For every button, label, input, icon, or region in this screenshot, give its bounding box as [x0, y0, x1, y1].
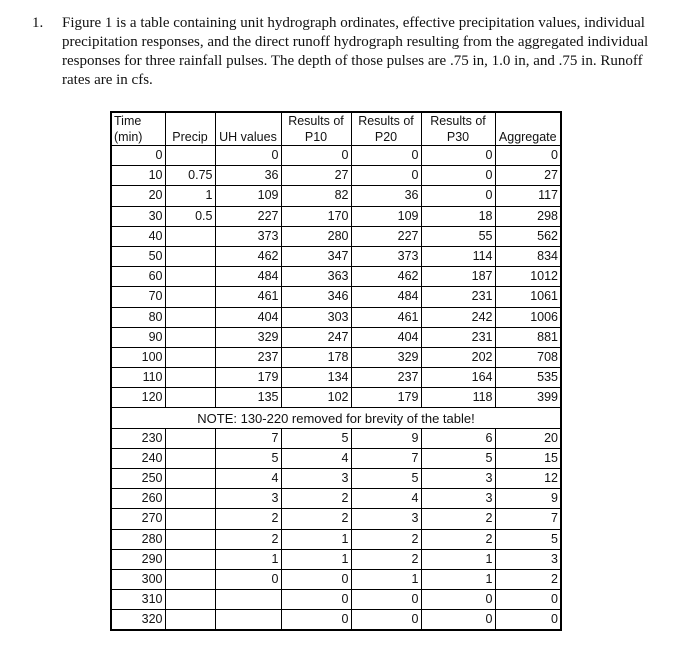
cell-precip [165, 146, 215, 166]
cell-r10: 3 [281, 469, 351, 489]
cell-precip [165, 569, 215, 589]
table-row [111, 489, 561, 509]
cell-r10: 347 [281, 246, 351, 266]
cell-r10: 346 [281, 287, 351, 307]
cell-time: 110 [111, 368, 165, 388]
table-row [111, 327, 561, 347]
table-row [111, 226, 561, 246]
header-results-p20 [351, 112, 421, 146]
cell-agg: 0 [495, 590, 561, 610]
cell-r10: 102 [281, 388, 351, 408]
cell-time: 80 [111, 307, 165, 327]
cell-r20: 237 [351, 368, 421, 388]
cell-uh: 237 [215, 347, 281, 367]
cell-uh: 227 [215, 206, 281, 226]
cell-r10: 5 [281, 428, 351, 448]
cell-agg: 27 [495, 166, 561, 186]
cell-precip [165, 509, 215, 529]
cell-r30: 2 [421, 509, 495, 529]
cell-precip: 1 [165, 186, 215, 206]
table-row [111, 347, 561, 367]
cell-time: 40 [111, 226, 165, 246]
cell-r30: 202 [421, 347, 495, 367]
table-row [111, 529, 561, 549]
hydrograph-table [110, 111, 562, 631]
cell-r10: 0 [281, 569, 351, 589]
cell-precip [165, 489, 215, 509]
cell-r30: 118 [421, 388, 495, 408]
cell-r10: 82 [281, 186, 351, 206]
cell-r10: 1 [281, 529, 351, 549]
hydrograph-table-container [110, 111, 562, 631]
cell-r10: 280 [281, 226, 351, 246]
cell-uh: 109 [215, 186, 281, 206]
cell-time: 70 [111, 287, 165, 307]
cell-r20: 3 [351, 509, 421, 529]
cell-r10: 4 [281, 448, 351, 468]
header-time [111, 112, 165, 146]
cell-precip [165, 267, 215, 287]
cell-r20: 1 [351, 569, 421, 589]
table-row [111, 549, 561, 569]
cell-uh: 329 [215, 327, 281, 347]
problem-number: 1. [32, 15, 44, 31]
table-row [111, 206, 561, 226]
table-row [111, 146, 561, 166]
cell-precip [165, 347, 215, 367]
cell-time: 120 [111, 388, 165, 408]
cell-r30: 231 [421, 287, 495, 307]
cell-r30: 3 [421, 489, 495, 509]
table-row [111, 590, 561, 610]
cell-precip [165, 327, 215, 347]
cell-precip [165, 246, 215, 266]
cell-r10: 27 [281, 166, 351, 186]
cell-time: 320 [111, 610, 165, 631]
cell-r10: 2 [281, 489, 351, 509]
cell-r30: 0 [421, 610, 495, 631]
cell-precip [165, 549, 215, 569]
cell-r10: 0 [281, 146, 351, 166]
header-results-p10-line2: P10 [304, 130, 328, 144]
header-time-line2: (min) [114, 130, 143, 144]
cell-r20: 179 [351, 388, 421, 408]
cell-r30: 187 [421, 267, 495, 287]
cell-r20: 0 [351, 166, 421, 186]
cell-agg: 535 [495, 368, 561, 388]
cell-r20: 109 [351, 206, 421, 226]
cell-time: 230 [111, 428, 165, 448]
cell-r10: 178 [281, 347, 351, 367]
cell-agg: 3 [495, 549, 561, 569]
table-body-top [111, 146, 561, 408]
cell-uh [215, 610, 281, 631]
cell-uh: 135 [215, 388, 281, 408]
header-results-p20-line1: Results of [358, 114, 414, 128]
cell-agg: 399 [495, 388, 561, 408]
cell-agg: 1006 [495, 307, 561, 327]
cell-r30: 231 [421, 327, 495, 347]
cell-r10: 2 [281, 509, 351, 529]
table-row [111, 287, 561, 307]
cell-r30: 1 [421, 549, 495, 569]
cell-r30: 18 [421, 206, 495, 226]
table-row [111, 469, 561, 489]
cell-r20: 7 [351, 448, 421, 468]
header-results-p10 [281, 112, 351, 146]
cell-uh: 373 [215, 226, 281, 246]
cell-precip: 0.75 [165, 166, 215, 186]
table-row [111, 267, 561, 287]
cell-agg: 12 [495, 469, 561, 489]
cell-uh: 0 [215, 146, 281, 166]
table-note: NOTE: 130-220 removed for brevity of the table! [111, 408, 561, 428]
cell-precip [165, 469, 215, 489]
cell-precip [165, 307, 215, 327]
cell-time: 20 [111, 186, 165, 206]
header-results-p30-line2: P30 [446, 130, 470, 144]
cell-uh: 0 [215, 569, 281, 589]
header-uh-values: UH values [215, 112, 281, 146]
cell-agg: 7 [495, 509, 561, 529]
cell-r30: 3 [421, 469, 495, 489]
cell-r10: 0 [281, 610, 351, 631]
cell-r20: 461 [351, 307, 421, 327]
cell-r20: 2 [351, 549, 421, 569]
cell-time: 280 [111, 529, 165, 549]
cell-uh: 484 [215, 267, 281, 287]
cell-r10: 303 [281, 307, 351, 327]
header-results-p30-line1: Results of [430, 114, 486, 128]
table-row [111, 509, 561, 529]
cell-uh [215, 590, 281, 610]
cell-agg: 562 [495, 226, 561, 246]
table-row [111, 368, 561, 388]
cell-time: 90 [111, 327, 165, 347]
cell-uh: 1 [215, 549, 281, 569]
cell-r20: 462 [351, 267, 421, 287]
cell-r20: 373 [351, 246, 421, 266]
cell-time: 0 [111, 146, 165, 166]
cell-time: 30 [111, 206, 165, 226]
cell-agg: 298 [495, 206, 561, 226]
cell-precip [165, 590, 215, 610]
table-row [111, 610, 561, 631]
cell-precip [165, 610, 215, 631]
cell-precip: 0.5 [165, 206, 215, 226]
cell-time: 260 [111, 489, 165, 509]
cell-time: 300 [111, 569, 165, 589]
cell-precip [165, 388, 215, 408]
cell-agg: 708 [495, 347, 561, 367]
cell-r20: 404 [351, 327, 421, 347]
cell-uh: 7 [215, 428, 281, 448]
cell-r20: 4 [351, 489, 421, 509]
cell-precip [165, 287, 215, 307]
cell-r10: 170 [281, 206, 351, 226]
cell-time: 290 [111, 549, 165, 569]
cell-agg: 5 [495, 529, 561, 549]
cell-r10: 0 [281, 590, 351, 610]
cell-agg: 0 [495, 146, 561, 166]
header-precip: Precip [165, 112, 215, 146]
table-row [111, 388, 561, 408]
cell-uh: 179 [215, 368, 281, 388]
problem-statement [32, 14, 672, 90]
cell-r20: 484 [351, 287, 421, 307]
cell-r30: 0 [421, 590, 495, 610]
cell-r20: 227 [351, 226, 421, 246]
cell-r20: 36 [351, 186, 421, 206]
cell-uh: 461 [215, 287, 281, 307]
cell-r10: 363 [281, 267, 351, 287]
cell-agg: 0 [495, 610, 561, 631]
cell-agg: 881 [495, 327, 561, 347]
header-results-p20-line2: P20 [374, 130, 398, 144]
table-row [111, 186, 561, 206]
note-row [111, 408, 561, 428]
cell-time: 270 [111, 509, 165, 529]
cell-r30: 164 [421, 368, 495, 388]
cell-agg: 117 [495, 186, 561, 206]
cell-r20: 9 [351, 428, 421, 448]
cell-time: 250 [111, 469, 165, 489]
table-row [111, 307, 561, 327]
cell-uh: 2 [215, 529, 281, 549]
cell-time: 50 [111, 246, 165, 266]
cell-r20: 0 [351, 146, 421, 166]
problem-text: Figure 1 is a table containing unit hydrograph ordinates, effective precipitation values, individual precipitation responses, and the direct runoff hydrograph resulting from the aggregated individual responses for three rainfall pulses. The depth of those pulses are .75 in, 1.0 in, and .75 in. Runoff rates are in cfs. [62, 15, 649, 88]
cell-r30: 6 [421, 428, 495, 448]
cell-uh: 5 [215, 448, 281, 468]
cell-r30: 55 [421, 226, 495, 246]
cell-uh: 4 [215, 469, 281, 489]
cell-uh: 404 [215, 307, 281, 327]
cell-r30: 0 [421, 186, 495, 206]
cell-r20: 0 [351, 610, 421, 631]
cell-uh: 36 [215, 166, 281, 186]
cell-precip [165, 368, 215, 388]
header-results-p30 [421, 112, 495, 146]
cell-r10: 134 [281, 368, 351, 388]
header-results-p10-line1: Results of [288, 114, 344, 128]
cell-r30: 0 [421, 146, 495, 166]
cell-r30: 0 [421, 166, 495, 186]
cell-time: 100 [111, 347, 165, 367]
cell-uh: 3 [215, 489, 281, 509]
cell-agg: 1012 [495, 267, 561, 287]
cell-r20: 5 [351, 469, 421, 489]
header-time-line1: Time [114, 114, 142, 128]
table-row [111, 428, 561, 448]
table-row [111, 448, 561, 468]
cell-time: 310 [111, 590, 165, 610]
cell-uh: 462 [215, 246, 281, 266]
cell-r30: 242 [421, 307, 495, 327]
cell-uh: 2 [215, 509, 281, 529]
table-row [111, 246, 561, 266]
cell-precip [165, 226, 215, 246]
table-header-row [111, 112, 561, 146]
cell-r30: 114 [421, 246, 495, 266]
cell-precip [165, 448, 215, 468]
cell-agg: 834 [495, 246, 561, 266]
cell-r30: 2 [421, 529, 495, 549]
cell-time: 60 [111, 267, 165, 287]
cell-agg: 2 [495, 569, 561, 589]
table-body-bottom [111, 428, 561, 630]
cell-agg: 1061 [495, 287, 561, 307]
cell-time: 10 [111, 166, 165, 186]
cell-r30: 1 [421, 569, 495, 589]
cell-agg: 15 [495, 448, 561, 468]
cell-agg: 20 [495, 428, 561, 448]
table-row [111, 166, 561, 186]
cell-r20: 2 [351, 529, 421, 549]
header-aggregate: Aggregate [495, 112, 561, 146]
cell-r10: 1 [281, 549, 351, 569]
cell-r20: 329 [351, 347, 421, 367]
cell-r30: 5 [421, 448, 495, 468]
table-note-section [111, 408, 561, 428]
cell-agg: 9 [495, 489, 561, 509]
cell-r20: 0 [351, 590, 421, 610]
table-row [111, 569, 561, 589]
cell-r10: 247 [281, 327, 351, 347]
cell-time: 240 [111, 448, 165, 468]
cell-precip [165, 428, 215, 448]
cell-precip [165, 529, 215, 549]
